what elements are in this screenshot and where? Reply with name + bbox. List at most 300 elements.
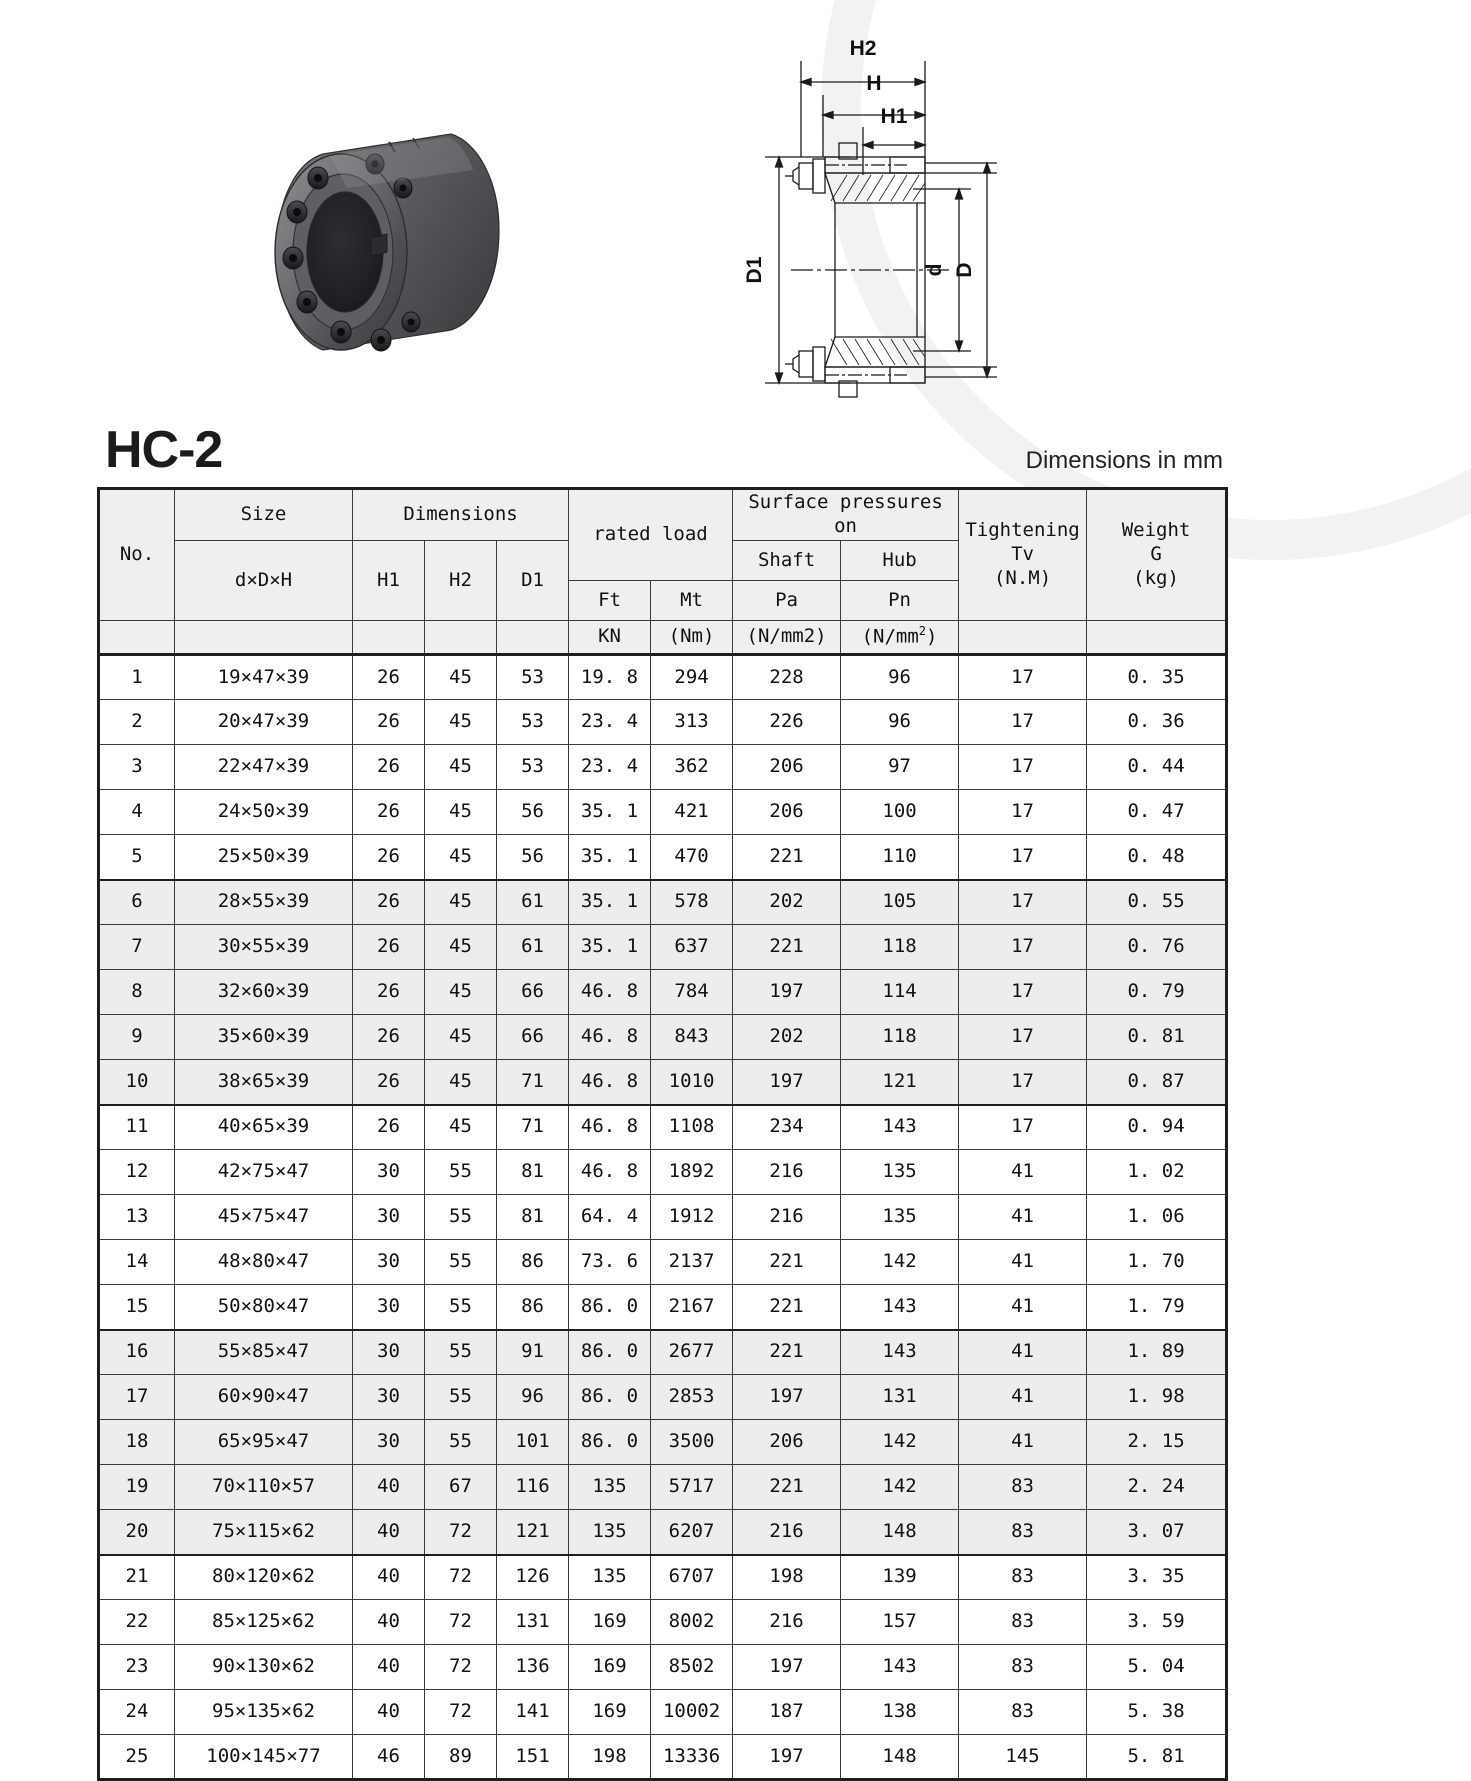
cell-pn: 96 [841,700,959,745]
cell-h2: 72 [425,1690,497,1735]
cell-tv: 17 [959,880,1087,925]
cell-ft: 46. 8 [569,1150,651,1195]
cell-d1: 141 [497,1690,569,1735]
table-header [99,489,1227,655]
header-h1: H1 [353,541,425,621]
cell-h2: 89 [425,1735,497,1780]
cell-d1: 86 [497,1240,569,1285]
cell-pn: 100 [841,790,959,835]
cell-g: 0. 87 [1087,1060,1227,1105]
cross-section-svg [735,35,1055,420]
cell-d1: 66 [497,970,569,1015]
header-mt: Mt [651,581,733,621]
cell-mt: 8002 [651,1600,733,1645]
cell-tv: 17 [959,925,1087,970]
cell-h2: 45 [425,745,497,790]
table-row [99,1330,1227,1375]
cell-mt: 2167 [651,1285,733,1330]
cell-d1: 136 [497,1645,569,1690]
cell-h2: 72 [425,1600,497,1645]
cell-mt: 1010 [651,1060,733,1105]
header-shaft: Shaft [733,541,841,581]
cell-g: 1. 89 [1087,1330,1227,1375]
table-row [99,655,1227,700]
cell-ft: 46. 8 [569,1060,651,1105]
cell-tv: 41 [959,1420,1087,1465]
cell-size: 40×65×39 [175,1105,353,1150]
header-size-group: Size [175,489,353,541]
cell-h1: 40 [353,1555,425,1600]
cell-no: 14 [99,1240,175,1285]
header-rated-load-group: rated load [569,489,733,581]
cell-h2: 45 [425,655,497,700]
cell-pn: 157 [841,1600,959,1645]
cell-size: 48×80×47 [175,1240,353,1285]
dimensions-note: Dimensions in mm [1025,447,1223,474]
cell-mt: 10002 [651,1690,733,1735]
cell-h2: 55 [425,1375,497,1420]
specification-table [97,487,1228,1781]
cell-ft: 35. 1 [569,835,651,880]
cell-h1: 30 [353,1195,425,1240]
cell-tv: 83 [959,1510,1087,1555]
cell-tv: 17 [959,790,1087,835]
cell-pa: 206 [733,790,841,835]
cell-tv: 83 [959,1690,1087,1735]
locking-assembly-photo-svg [255,120,555,370]
page-title: HC-2 [105,421,223,479]
cell-d1: 61 [497,925,569,970]
cell-no: 18 [99,1420,175,1465]
cell-d1: 61 [497,880,569,925]
cell-pn: 142 [841,1465,959,1510]
cell-d1: 66 [497,1015,569,1060]
cell-h1: 26 [353,745,425,790]
table-row [99,1240,1227,1285]
header-shaft-unit: (N/mm2) [733,621,841,655]
cell-ft: 169 [569,1690,651,1735]
cell-size: 85×125×62 [175,1600,353,1645]
cell-h1: 26 [353,790,425,835]
cell-mt: 2137 [651,1240,733,1285]
cell-no: 5 [99,835,175,880]
cell-size: 38×65×39 [175,1060,353,1105]
header-d1: D1 [497,541,569,621]
header-tightening-spacer [959,621,1087,655]
cell-pn: 142 [841,1420,959,1465]
cell-no: 19 [99,1465,175,1510]
cell-mt: 637 [651,925,733,970]
cell-g: 3. 35 [1087,1555,1227,1600]
header-ft: Ft [569,581,651,621]
cell-d1: 91 [497,1330,569,1375]
header-tightening-label: Tightening [965,519,1080,542]
cell-h2: 55 [425,1420,497,1465]
cell-no: 25 [99,1735,175,1780]
cell-g: 5. 04 [1087,1645,1227,1690]
table-row [99,1555,1227,1600]
cell-pa: 216 [733,1510,841,1555]
drawing-label-h: H [866,72,882,95]
cell-mt: 2677 [651,1330,733,1375]
header-surface-pressures-group: Surface pressures on [733,489,959,541]
cell-pn: 110 [841,835,959,880]
cell-d1: 56 [497,835,569,880]
cell-size: 25×50×39 [175,835,353,880]
cell-ft: 35. 1 [569,790,651,835]
cell-h2: 45 [425,1105,497,1150]
cell-h1: 30 [353,1150,425,1195]
cell-no: 4 [99,790,175,835]
cell-pa: 206 [733,745,841,790]
cell-tv: 17 [959,1105,1087,1150]
cell-no: 10 [99,1060,175,1105]
cell-mt: 3500 [651,1420,733,1465]
cell-h1: 30 [353,1375,425,1420]
cell-d1: 53 [497,700,569,745]
cell-d1: 81 [497,1150,569,1195]
cell-g: 3. 07 [1087,1510,1227,1555]
cell-h2: 45 [425,700,497,745]
cell-g: 0. 94 [1087,1105,1227,1150]
cell-pa: 197 [733,1645,841,1690]
cell-pa: 221 [733,835,841,880]
cell-g: 1. 70 [1087,1240,1227,1285]
table-row [99,1465,1227,1510]
cell-tv: 17 [959,970,1087,1015]
cell-mt: 843 [651,1015,733,1060]
cell-no: 23 [99,1645,175,1690]
cell-no: 20 [99,1510,175,1555]
cell-pa: 216 [733,1195,841,1240]
cell-ft: 135 [569,1465,651,1510]
cell-h1: 26 [353,700,425,745]
cell-pn: 97 [841,745,959,790]
cell-h1: 26 [353,835,425,880]
cell-mt: 13336 [651,1735,733,1780]
cell-tv: 83 [959,1465,1087,1510]
header-weight-spacer [1087,621,1227,655]
cell-ft: 169 [569,1645,651,1690]
table-row [99,745,1227,790]
cell-ft: 46. 8 [569,1105,651,1150]
header-hub-unit-superscript: 2 [918,624,927,639]
cell-pa: 202 [733,880,841,925]
table-row [99,1285,1227,1330]
header-tightening-symbol: Tv [1011,543,1034,566]
table-row [99,1150,1227,1195]
header-dimensions-group: Dimensions [353,489,569,541]
cell-pa: 221 [733,1330,841,1375]
header-weight-symbol: G [1150,543,1162,566]
cell-size: 65×95×47 [175,1420,353,1465]
cell-g: 0. 55 [1087,880,1227,925]
cell-tv: 17 [959,1015,1087,1060]
cell-h2: 72 [425,1555,497,1600]
cell-no: 13 [99,1195,175,1240]
table-row [99,1735,1227,1780]
cell-d1: 81 [497,1195,569,1240]
cell-tv: 83 [959,1600,1087,1645]
cell-h1: 30 [353,1285,425,1330]
cell-d1: 121 [497,1510,569,1555]
cell-size: 100×145×77 [175,1735,353,1780]
cell-size: 19×47×39 [175,655,353,700]
cell-mt: 470 [651,835,733,880]
cell-pa: 197 [733,1735,841,1780]
header-hub-unit: $(N/mm^2)$ [841,621,959,655]
table-row [99,835,1227,880]
cell-tv: 17 [959,1060,1087,1105]
cell-ft: 135 [569,1510,651,1555]
cell-g: 0. 76 [1087,925,1227,970]
header-hub-symbol: Pn [841,581,959,621]
header-d1-spacer [497,621,569,655]
table-row [99,880,1227,925]
cell-g: 0. 36 [1087,700,1227,745]
cell-ft: 46. 8 [569,1015,651,1060]
cell-h1: 26 [353,1060,425,1105]
cell-mt: 784 [651,970,733,1015]
table-row [99,700,1227,745]
cell-pn: 118 [841,1015,959,1060]
cell-tv: 41 [959,1330,1087,1375]
cell-ft: 135 [569,1555,651,1600]
cell-mt: 5717 [651,1465,733,1510]
cell-tv: 83 [959,1645,1087,1690]
cell-g: 0. 81 [1087,1015,1227,1060]
cell-pa: 187 [733,1690,841,1735]
cell-size: 22×47×39 [175,745,353,790]
cell-no: 22 [99,1600,175,1645]
cell-no: 21 [99,1555,175,1600]
cell-h1: 40 [353,1600,425,1645]
cell-h2: 72 [425,1645,497,1690]
cell-mt: 578 [651,880,733,925]
cell-h1: 26 [353,655,425,700]
cell-tv: 41 [959,1240,1087,1285]
cell-d1: 86 [497,1285,569,1330]
cell-size: 24×50×39 [175,790,353,835]
cell-mt: 6707 [651,1555,733,1600]
table-row [99,925,1227,970]
cell-pa: 197 [733,970,841,1015]
cell-mt: 1912 [651,1195,733,1240]
cell-h1: 26 [353,880,425,925]
cell-size: 75×115×62 [175,1510,353,1555]
header-weight-label: Weight [1121,519,1191,542]
header-tightening [959,489,1087,621]
cell-mt: 294 [651,655,733,700]
table-row [99,1690,1227,1735]
cell-pn: 143 [841,1105,959,1150]
cell-g: 0. 44 [1087,745,1227,790]
product-photo [255,120,555,370]
cell-d1: 131 [497,1600,569,1645]
header-h1-spacer [353,621,425,655]
cell-h2: 45 [425,925,497,970]
cell-pa: 221 [733,1285,841,1330]
table-row [99,1510,1227,1555]
header-ft-unit: KN [569,621,651,655]
cell-pn: 135 [841,1150,959,1195]
table-row [99,1015,1227,1060]
cell-h1: 26 [353,970,425,1015]
cell-ft: 198 [569,1735,651,1780]
cell-ft: 23. 4 [569,700,651,745]
cell-mt: 1108 [651,1105,733,1150]
cell-pn: 114 [841,970,959,1015]
cell-pn: 142 [841,1240,959,1285]
table-row [99,970,1227,1015]
cell-pn: 121 [841,1060,959,1105]
cell-size: 45×75×47 [175,1195,353,1240]
cell-mt: 421 [651,790,733,835]
cell-pa: 228 [733,655,841,700]
cell-pa: 234 [733,1105,841,1150]
cell-pa: 216 [733,1150,841,1195]
cell-pa: 197 [733,1375,841,1420]
cell-no: 3 [99,745,175,790]
cell-pa: 206 [733,1420,841,1465]
cell-g: 1. 98 [1087,1375,1227,1420]
cell-h1: 26 [353,1105,425,1150]
cell-g: 2. 24 [1087,1465,1227,1510]
cell-size: 95×135×62 [175,1690,353,1735]
cell-h2: 67 [425,1465,497,1510]
cell-tv: 83 [959,1555,1087,1600]
cell-h1: 26 [353,1015,425,1060]
cell-h1: 30 [353,1330,425,1375]
cell-d1: 56 [497,790,569,835]
cell-tv: 41 [959,1150,1087,1195]
table-row [99,1375,1227,1420]
cell-tv: 41 [959,1285,1087,1330]
cell-ft: 86. 0 [569,1375,651,1420]
cell-size: 42×75×47 [175,1150,353,1195]
header-tightening-unit: (N.M) [993,566,1052,589]
cell-h2: 55 [425,1330,497,1375]
table-row [99,1060,1227,1105]
cell-h1: 30 [353,1420,425,1465]
cell-mt: 313 [651,700,733,745]
header-mt-unit: (Nm) [651,621,733,655]
cell-pn: 143 [841,1645,959,1690]
cell-pa: 197 [733,1060,841,1105]
cell-h1: 40 [353,1510,425,1555]
cell-no: 6 [99,880,175,925]
cell-ft: 86. 0 [569,1330,651,1375]
cell-g: 0. 48 [1087,835,1227,880]
cell-h2: 55 [425,1150,497,1195]
table-row [99,1600,1227,1645]
cell-h1: 40 [353,1465,425,1510]
cell-h2: 45 [425,970,497,1015]
header-size-spacer [175,621,353,655]
drawing-label-h2: H2 [849,37,877,60]
cell-g: 0. 35 [1087,655,1227,700]
cell-d1: 151 [497,1735,569,1780]
cell-no: 12 [99,1150,175,1195]
cell-ft: 64. 4 [569,1195,651,1240]
cell-h2: 45 [425,1060,497,1105]
cell-tv: 145 [959,1735,1087,1780]
cell-mt: 8502 [651,1645,733,1690]
cell-h2: 45 [425,880,497,925]
cell-d1: 53 [497,745,569,790]
cell-d1: 71 [497,1105,569,1150]
drawing-label-d1: D1 [743,256,766,284]
cell-size: 30×55×39 [175,925,353,970]
cell-pa: 226 [733,700,841,745]
cell-g: 2. 15 [1087,1420,1227,1465]
cell-ft: 35. 1 [569,925,651,970]
cell-size: 28×55×39 [175,880,353,925]
cell-tv: 17 [959,700,1087,745]
drawing-label-d-large: D [953,262,976,278]
header-weight [1087,489,1227,621]
cell-size: 50×80×47 [175,1285,353,1330]
table-body [99,655,1227,1780]
cell-h2: 72 [425,1510,497,1555]
table-row [99,1645,1227,1690]
cell-g: 0. 47 [1087,790,1227,835]
cell-h1: 40 [353,1690,425,1735]
cell-ft: 73. 6 [569,1240,651,1285]
cell-pa: 202 [733,1015,841,1060]
drawing-label-h1: H1 [880,105,908,128]
table-row [99,1420,1227,1465]
cell-no: 7 [99,925,175,970]
cell-no: 11 [99,1105,175,1150]
cell-h2: 45 [425,835,497,880]
cell-pn: 118 [841,925,959,970]
cell-g: 1. 06 [1087,1195,1227,1240]
table-row [99,790,1227,835]
cell-tv: 17 [959,745,1087,790]
cell-d1: 71 [497,1060,569,1105]
cell-no: 2 [99,700,175,745]
cell-ft: 169 [569,1600,651,1645]
cell-pn: 105 [841,880,959,925]
cell-ft: 86. 0 [569,1420,651,1465]
cell-g: 1. 79 [1087,1285,1227,1330]
cell-ft: 35. 1 [569,880,651,925]
cell-mt: 1892 [651,1150,733,1195]
cell-h2: 45 [425,1015,497,1060]
cell-size: 20×47×39 [175,700,353,745]
cell-pn: 143 [841,1330,959,1375]
header-hub: Hub [841,541,959,581]
cell-h1: 26 [353,925,425,970]
cell-size: 60×90×47 [175,1375,353,1420]
cell-no: 9 [99,1015,175,1060]
cell-pa: 221 [733,925,841,970]
cell-tv: 17 [959,655,1087,700]
cell-mt: 6207 [651,1510,733,1555]
cell-size: 80×120×62 [175,1555,353,1600]
cell-ft: 19. 8 [569,655,651,700]
cell-ft: 86. 0 [569,1285,651,1330]
cell-pn: 139 [841,1555,959,1600]
cell-tv: 41 [959,1195,1087,1240]
header-no-spacer [99,621,175,655]
cell-size: 90×130×62 [175,1645,353,1690]
cell-mt: 2853 [651,1375,733,1420]
cell-d1: 96 [497,1375,569,1420]
cell-g: 3. 59 [1087,1600,1227,1645]
cell-pn: 138 [841,1690,959,1735]
